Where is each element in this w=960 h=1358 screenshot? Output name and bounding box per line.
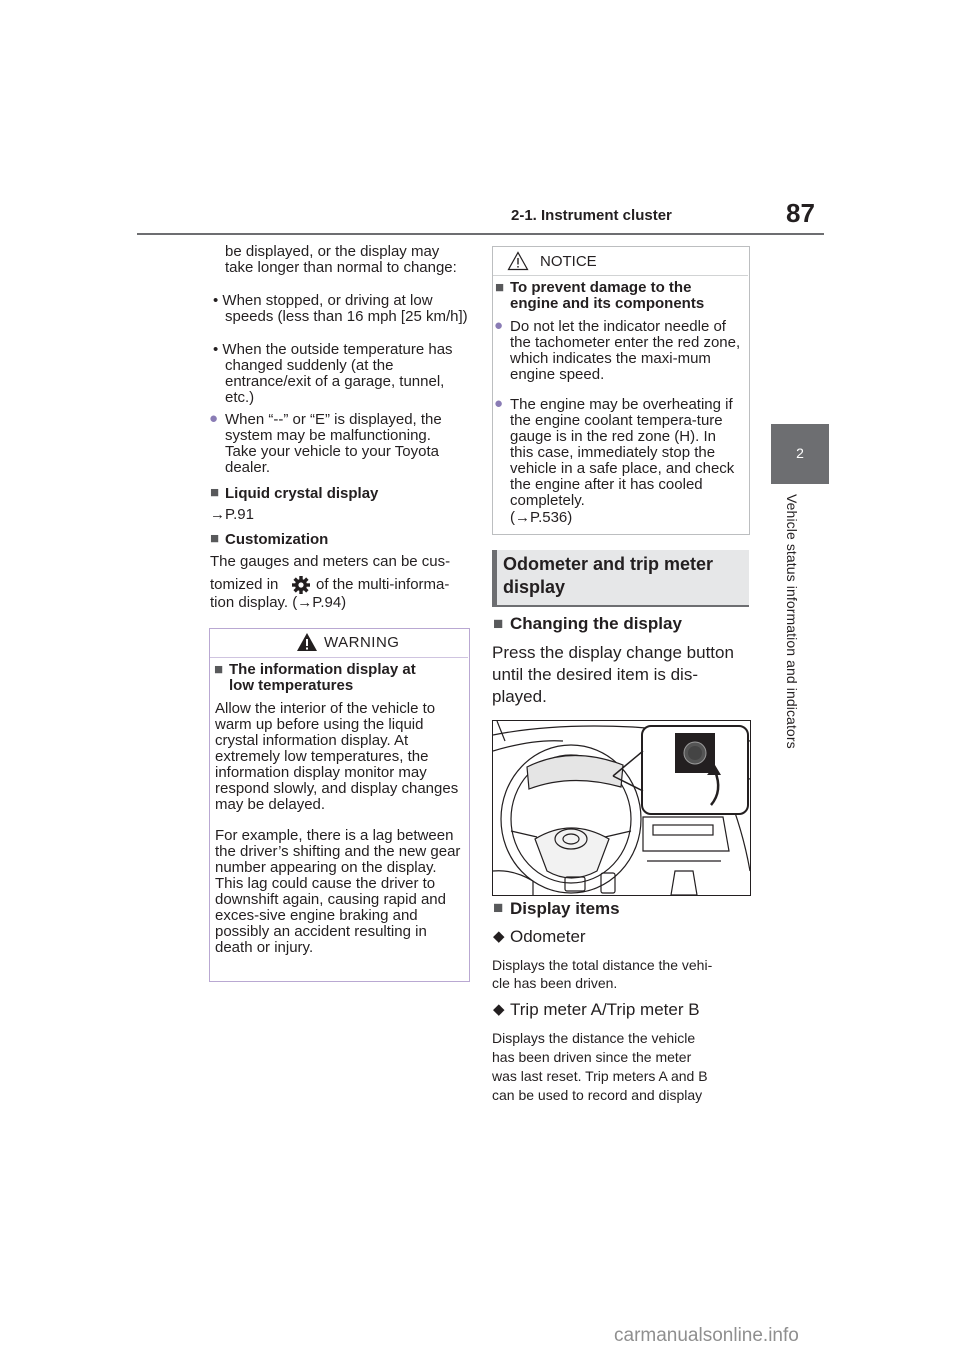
header-rule	[137, 233, 824, 235]
lcd-page-ref[interactable]: →P.91	[210, 506, 254, 523]
gear-icon	[291, 575, 311, 595]
page-number: 87	[786, 198, 815, 228]
warning-heading-line-2: low temperatures	[229, 677, 354, 694]
section-heading-underline	[492, 605, 749, 607]
chapter-title: Vehicle status information and indicators	[784, 494, 800, 749]
customization-text-3: tion display. (→P.94)	[210, 594, 347, 611]
caution-triangle-icon	[507, 251, 529, 271]
warning-triangle-icon	[296, 632, 318, 652]
notice-item-overheating: The engine may be overheating if the engine coolant tempera-ture gauge is in the red zone (H). In this case, immediately stop the vehicle in a safe place, and check the engine after it has cooled completely.	[510, 396, 735, 509]
notice-heading-line-2: engine and its components	[510, 295, 705, 312]
warning-divider	[210, 657, 468, 658]
change-text-line-3: played.	[492, 687, 547, 706]
notice-item-tachometer: Do not let the indicator needle of the tachometer enter the red zone, which indicates the maxi-mum engine speed.	[510, 318, 741, 383]
lcd-heading: Liquid crystal display	[225, 485, 379, 502]
odometer-label: Odometer	[510, 927, 586, 946]
square-bullet-icon: ■	[210, 484, 220, 501]
square-bullet-icon: ■	[493, 614, 504, 633]
change-text-line-1: Press the display change button	[492, 643, 734, 662]
trip-desc-3: was last reset. Trip meters A and B	[492, 1068, 708, 1084]
square-bullet-icon: ■	[210, 530, 220, 547]
customization-text-2a: tomized in	[210, 576, 279, 593]
customization-text-2b: of the multi-informa-	[316, 576, 450, 593]
square-bullet-icon: ■	[493, 898, 504, 917]
chapter-number: 2	[796, 445, 804, 461]
odometer-desc-2: cle has been driven.	[492, 975, 618, 991]
square-bullet-icon: ■	[214, 661, 224, 678]
watermark: carmanualsonline.info	[614, 1325, 799, 1346]
change-text-line-2: until the desired item is dis-	[492, 665, 698, 684]
dot-item-malfunction: When “--” or “E” is displayed, the system may be malfunctioning. Take your vehicle to your Toyota dealer.	[225, 411, 442, 476]
trip-desc-4: can be used to record and display	[492, 1087, 703, 1103]
notice-label: NOTICE	[540, 253, 597, 270]
diamond-bullet-icon: ◆	[493, 928, 505, 945]
notice-divider	[493, 275, 748, 276]
section-title-line-2: display	[503, 577, 566, 597]
warning-heading-line-1: The information display at	[229, 661, 416, 678]
diamond-bullet-icon: ◆	[493, 1001, 505, 1018]
dot-bullet-icon: ●	[494, 317, 504, 334]
dashboard-illustration	[492, 720, 751, 896]
notice-page-ref[interactable]: (→P.536)	[510, 509, 573, 526]
square-bullet-icon: ■	[495, 279, 505, 296]
trip-meter-label: Trip meter A/Trip meter B	[510, 1000, 700, 1019]
bullet-item-stopped: • When stopped, or driving at low speeds (less than 16 mph [25 km/h])	[213, 292, 468, 325]
continued-text: be displayed, or the display may take longer than normal to change:	[225, 243, 457, 276]
warning-label: WARNING	[324, 634, 400, 651]
notice-heading-line-1: To prevent damage to the	[510, 279, 692, 296]
warning-paragraph-1: Allow the interior of the vehicle to warm up before using the liquid crystal information display. At extremely low temperatures, the information display monitor may respond slowly, and display changes may be delayed.	[215, 700, 459, 813]
dot-bullet-icon: ●	[209, 410, 219, 427]
display-items-heading: Display items	[510, 899, 620, 918]
press-arrow-icon	[693, 761, 733, 811]
warning-paragraph-2: For example, there is a lag between the driver’s shifting and the new gear number appearing on the display. This lag could cause the driver to downshift again, causing rapid and exces-sive engine braking and possibly an accident resulting in death or injury.	[215, 827, 461, 956]
bullet-item-temperature: • When the outside temperature has changed suddenly (at the entrance/exit of a garage, tunnel, etc.)	[213, 341, 453, 406]
section-title-line-1: Odometer and trip meter	[503, 554, 714, 574]
header-section-title: 2-1. Instrument cluster	[511, 207, 672, 224]
customization-text-1: The gauges and meters can be cus-	[210, 553, 451, 570]
dot-bullet-icon: ●	[494, 395, 504, 412]
trip-desc-1: Displays the distance the vehicle	[492, 1030, 696, 1046]
odometer-desc-1: Displays the total distance the vehi-	[492, 957, 713, 973]
trip-desc-2: has been driven since the meter	[492, 1049, 692, 1065]
changing-display-heading: Changing the display	[510, 614, 682, 633]
section-heading-bar	[492, 550, 497, 606]
customization-heading: Customization	[225, 531, 329, 548]
